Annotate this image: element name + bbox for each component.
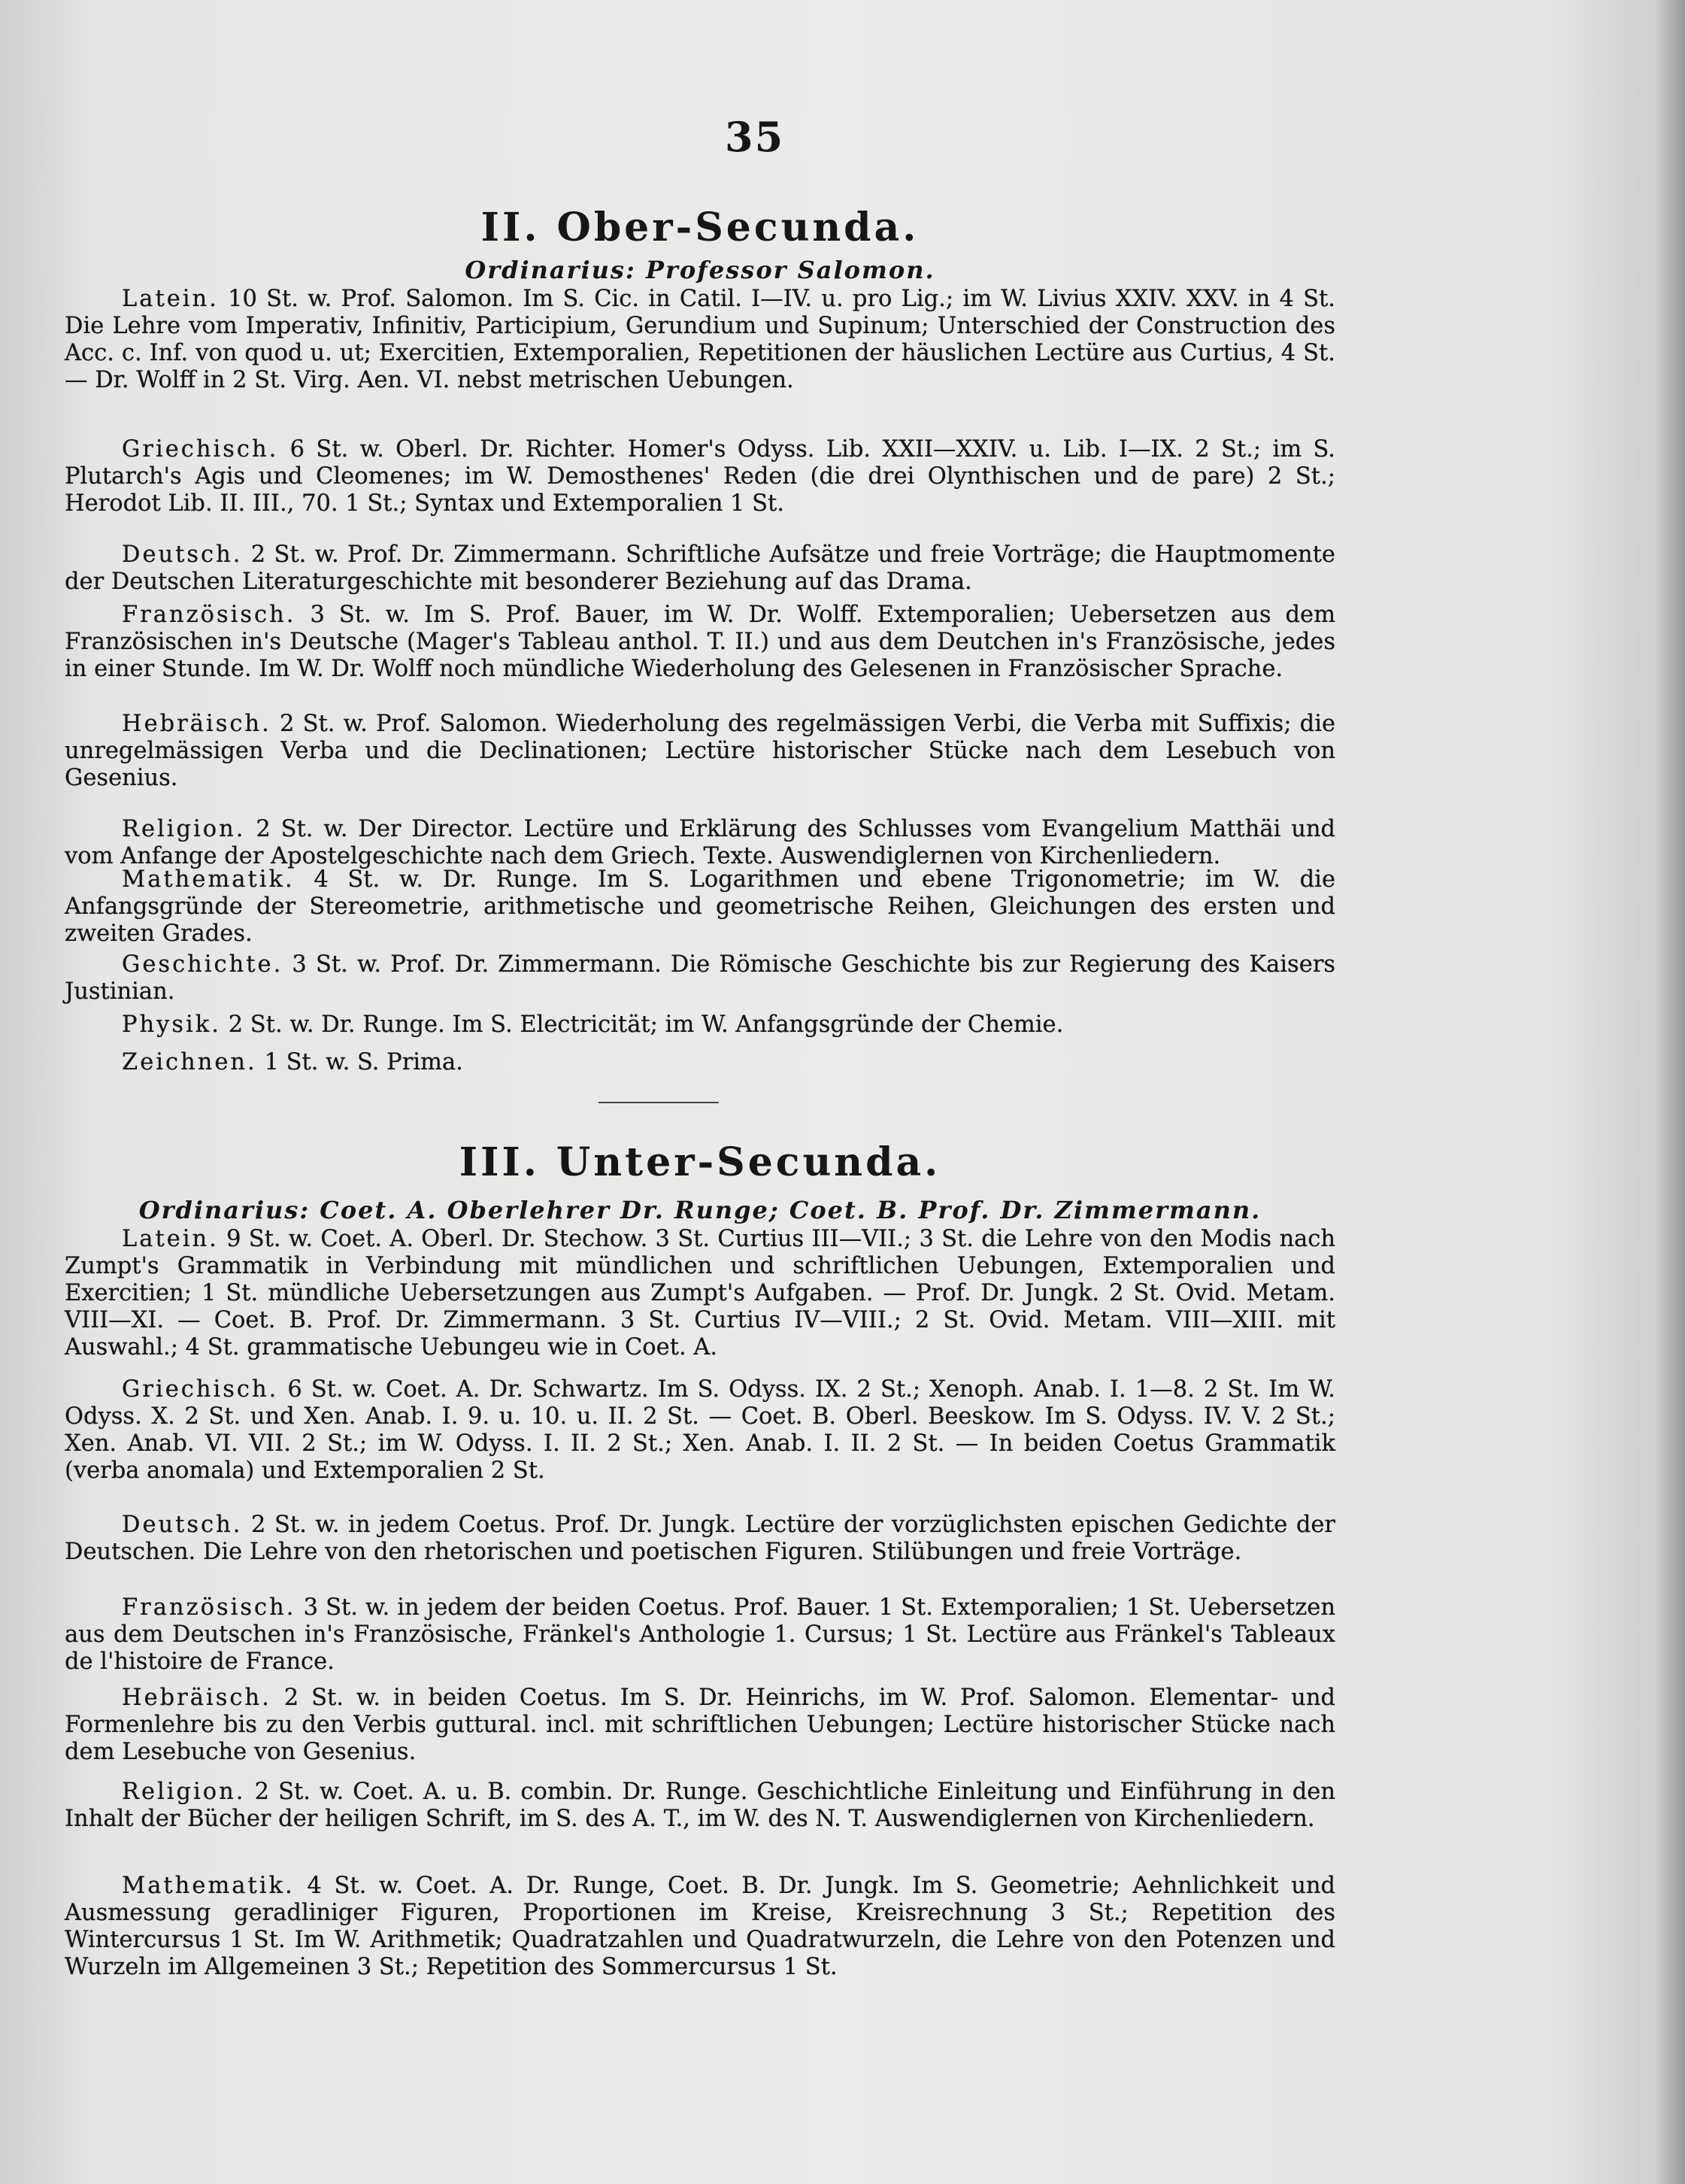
paragraph-geschichte: [65, 951, 1335, 1006]
ordinarius-ober-secunda: Ordinarius: Professor Salomon.: [465, 256, 935, 284]
paragraph-religion: [65, 1779, 1335, 1833]
paragraph-text: 3 St. w. in jedem der beiden Coetus. Prof. Bauer. 1 St. Extemporalien; 1 St. Uebersetzen aus dem Deutschen in's Französische, Fränkel's Anthologie 1. Cursus; 1 St. Lectüre aus Fränkel's Tableaux de l'histoire de France.: [65, 1594, 1335, 1675]
paragraph-mathematik: [65, 1873, 1335, 1981]
paragraph-text: 2 St. w. Prof. Dr. Zimmermann. Schriftliche Aufsätze und freie Vorträge; die Hauptmomente der Deutschen Literaturgeschichte mit besonderer Beziehung auf das Drama.: [65, 541, 1335, 595]
subject-label: Französisch.: [122, 602, 296, 628]
paragraph-text: 2 St. w. Dr. Runge. Im S. Electricität; im W. Anfangsgründe der Chemie.: [228, 1012, 1064, 1038]
paragraph-deutsch: [65, 1512, 1335, 1566]
paragraph-text: 3 St. w. Im S. Prof. Bauer, im W. Dr. Wolff. Extemporalien; Uebersetzen aus dem Französischen in's Deutsche (Mager's Tableau anthol. T. II.) und aus dem Deutchen in's Französische, jedes in einer Stunde. Im W. Dr. Wolff noch mündliche Wiederholung des Gelesenen in Französischer Sprache.: [65, 602, 1335, 682]
paragraph-griechisch: [65, 1376, 1335, 1485]
section-divider: [599, 1102, 719, 1103]
paragraph-text: 2 St. w. Prof. Salomon. Wiederholung des regelmässigen Verbi, die Verba mit Suffixis; die unregelmässigen Verba und die Declinationen; Lectüre historischer Stücke nach dem Lesebuch von Gesenius.: [65, 711, 1335, 791]
paragraph-hebraeisch: [65, 1685, 1335, 1766]
paragraph-text: 10 St. w. Prof. Salomon. Im S. Cic. in Catil. I—IV. u. pro Lig.; im W. Livius XXIV. XXV. in 4 St. Die Lehre vom Imperativ, Infinitiv, Participium, Gerundium und Supinum; Unterschied der Construction des Acc. c. Inf. von quod u. ut; Exercitien, Extemporalien, Repetitionen der häuslichen Lectüre aus Curtius, 4 St. — Dr. Wolff in 2 St. Virg. Aen. VI. nebst metrischen Uebungen.: [65, 286, 1335, 393]
page-number: 35: [725, 113, 785, 161]
paragraph-text: 1 St. w. S. Prima.: [264, 1049, 463, 1075]
paragraph-hebraeisch: [65, 711, 1335, 792]
subject-label: Latein.: [122, 286, 219, 312]
subject-label: Französisch.: [122, 1594, 296, 1621]
section-title-unter-secunda: III. Unter-Secunda.: [459, 1139, 941, 1185]
paragraph-text: 2 St. w. Der Director. Lectüre und Erklärung des Schlusses vom Evangelium Matthäi und vom Anfange der Apostelgeschichte nach dem Griech. Texte. Auswendiglernen von Kirchenliedern.: [65, 816, 1336, 869]
subject-label: Griechisch.: [122, 1376, 279, 1403]
paragraph-physik: [65, 1012, 1335, 1039]
subject-label: Geschichte.: [122, 951, 283, 978]
paragraph-zeichnen: [65, 1049, 1335, 1076]
ordinarius-unter-secunda: Ordinarius: Coet. A. Oberlehrer Dr. Runge; Coet. B. Prof. Dr. Zimmermann.: [138, 1196, 1262, 1224]
subject-label: Deutsch.: [122, 1512, 243, 1538]
paragraph-text: 6 St. w. Oberl. Dr. Richter. Homer's Odyss. Lib. XXII—XXIV. u. Lib. I—IX. 2 St.; im S. Plutarch's Agis und Cleomenes; im W. Demosthenes' Reden (die drei Olynthischen und de pare) 2 St.; Herodot Lib. II. III., 70. 1 St.; Syntax und Extemporalien 1 St.: [65, 436, 1335, 517]
subject-label: Latein.: [122, 1226, 219, 1252]
paragraph-text: 9 St. w. Coet. A. Oberl. Dr. Stechow. 3 St. Curtius III—VII.; 3 St. die Lehre von den Modis nach Zumpt's Grammatik in Verbindung mit mündlichen und schriftlichen Uebungen, Extemporalien und Exercitien; 1 St. mündliche Uebersetzungen aus Zumpt's Aufgaben. — Prof. Dr. Jungk. 2 St. Ovid. Metam. VIII—XI. — Coet. B. Prof. Dr. Zimmermann. 3 St. Curtius IV—VIII.; 2 St. Ovid. Metam. VIII—XIII. mit Auswahl.; 4 St. grammatische Uebungeu wie in Coet. A.: [65, 1226, 1335, 1360]
paragraph-latein: [65, 286, 1335, 394]
subject-label: Griechisch.: [122, 436, 279, 463]
paragraph-latein: [65, 1226, 1335, 1361]
paragraph-text: 2 St. w. in jedem Coetus. Prof. Dr. Jungk. Lectüre der vorzüglichsten epischen Gedichte der Deutschen. Die Lehre von den rhetorischen und poetischen Figuren. Stilübungen und freie Vorträge.: [65, 1512, 1335, 1565]
subject-label: Mathematik.: [122, 1873, 295, 1899]
subject-label: Hebräisch.: [122, 711, 271, 737]
paragraph-text: 4 St. w. Dr. Runge. Im S. Logarithmen und ebene Trigonometrie; im W. die Anfangsgründe der Stereometrie, arithmetische und geometrische Reihen, Gleichungen des ersten und zweiten Grades.: [65, 866, 1335, 947]
section-title-ober-secunda: II. Ober-Secunda.: [480, 205, 920, 250]
page-edge-shadow: [1655, 0, 1685, 2184]
subject-label: Mathematik.: [122, 866, 295, 893]
paragraph-franzoesisch: [65, 602, 1335, 683]
subject-label: Hebräisch.: [122, 1685, 271, 1711]
subject-label: Religion.: [122, 1779, 246, 1805]
paragraph-mathematik: [65, 866, 1335, 948]
paragraph-text: 4 St. w. Coet. A. Dr. Runge, Coet. B. Dr. Jungk. Im S. Geometrie; Aehnlichkeit und Ausmessung geradliniger Figuren, Proportionen im Kreise, Kreisrechnung 3 St.; Repetition des Wintercursus 1 St. Im W. Arithmetik; Quadratzahlen und Quadratwurzeln, die Lehre von den Potenzen und Wurzeln im Allgemeinen 3 St.; Repetition des Sommercursus 1 St.: [65, 1873, 1335, 1980]
paragraph-deutsch: [65, 541, 1335, 596]
paragraph-text: 3 St. w. Prof. Dr. Zimmermann. Die Römische Geschichte bis zur Regierung des Kaisers Justinian.: [65, 951, 1335, 1005]
subject-label: Zeichnen.: [122, 1049, 257, 1075]
paragraph-franzoesisch: [65, 1594, 1335, 1676]
paragraph-text: 2 St. w. Coet. A. u. B. combin. Dr. Runge. Geschichtliche Einleitung und Einführung in den Inhalt der Bücher der heiligen Schrift, im S. des A. T., im W. des N. T. Auswendiglernen von Kirchenliedern.: [65, 1779, 1335, 1832]
subject-label: Deutsch.: [122, 541, 243, 568]
subject-label: Religion.: [122, 816, 246, 842]
paragraph-griechisch: [65, 436, 1335, 517]
paragraph-text: 6 St. w. Coet. A. Dr. Schwartz. Im S. Odyss. IX. 2 St.; Xenoph. Anab. I. 1—8. 2 St. Im W. Odyss. X. 2 St. und Xen. Anab. I. 9. u. 10. u. II. 2 St. — Coet. B. Oberl. Beeskow. Im S. Odyss. IV. V. 2 St.; Xen. Anab. VI. VII. 2 St.; im W. Odyss. I. II. 2 St.; Xen. Anab. I. II. 2 St. — In beiden Coetus Grammatik (verba anomala) und Extemporalien 2 St.: [65, 1376, 1336, 1484]
paragraph-religion: [65, 816, 1335, 870]
paragraph-text: 2 St. w. in beiden Coetus. Im S. Dr. Heinrichs, im W. Prof. Salomon. Elementar- und Formenlehre bis zu den Verbis guttural. incl. mit schriftlichen Uebungen; Lectüre historischer Stücke nach dem Lesebuche von Gesenius.: [65, 1685, 1335, 1765]
subject-label: Physik.: [122, 1012, 221, 1038]
